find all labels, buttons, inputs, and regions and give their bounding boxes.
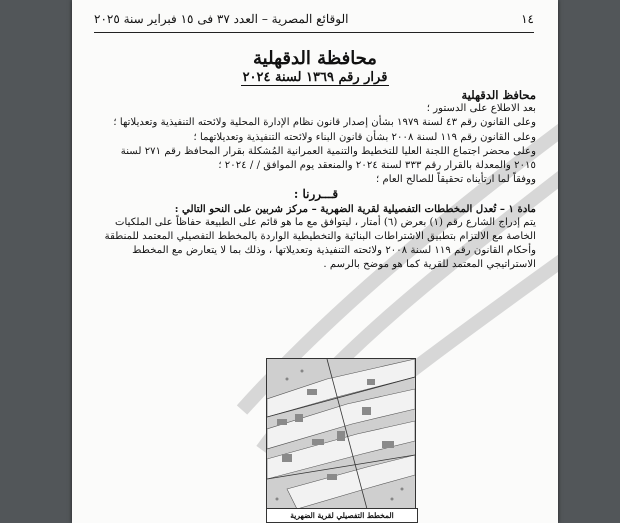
decree-title (72, 70, 558, 85)
paragraph: ووفقاً لما ارتأيناه تحقيقاً للصالح العام ؛ (375, 174, 536, 186)
article-1-detail: يتم إدراج الشارع رقم (١) بعرض (٦) أمتار ، ليتوافق مع ما هو قائم على الطبيعة حفاظاً على الملكيات الخاصة مع الالتزام بتطبيق الاشتراطات البنائية والتخطيطية الواردة بالمخطط التفصيلي المعتمد للمنطقة وأحكام القانون رقم ١١٩ لسنة ٢٠٠٨ ولائحته التنفيذية وتعديلاتها ، وذلك بما لا يتعارض مع المخطط الاستراتيجي المعتمد للقرية كما هو موضح بالرسم . (104, 216, 536, 271)
gazette-page (72, 0, 558, 523)
decree-number: قرار رقم ١٣٦٩ لسنة ٢٠٢٤ (242, 70, 388, 85)
detailed-plan-map-icon (266, 358, 416, 510)
decree-body (96, 88, 536, 273)
paragraph: بعد الاطلاع على الدستور ؛ (426, 103, 536, 115)
paragraph: وعلى محضر اجتماع اللجنة العليا للتخطيط والتنمية العمرانية المُشكلة بقرار المحافظ رقم ٢٧١ لسنة ٢٠١٥ والمعدلة بالقرار رقم ٣٣٣ لسنة ٢٠٢٤ والمنعقد يوم الموافق / / ٢٠٢٤ ؛ (120, 145, 536, 172)
paragraph: وعلى القانون رقم ١١٩ لسنة ٢٠٠٨ بشأن قانون البناء ولائحته التنفيذية وتعديلاتهما ؛ (193, 131, 536, 143)
page-number: ١٤ (521, 12, 534, 26)
publication-info: الوقائع المصرية – العدد ٣٧ فى ١٥ فبراير سنة ٢٠٢٥ (94, 12, 349, 26)
article-1: مادة ١ – تُعدل المخططات التفصيلية لقرية الضهرية – مركز شربين على النحو التالي : (174, 202, 536, 215)
page-header (94, 12, 534, 33)
map-caption: المخطط التفصيلي لقرية الضهرية (266, 508, 418, 523)
decree-heading: قـــررنا : (293, 187, 339, 202)
issuer-heading: محافظ الدقهلية (461, 88, 536, 102)
paragraph: وعلى القانون رقم ٤٣ لسنة ١٩٧٩ بشأن إصدار قانون نظام الإدارة المحلية ولائحته التنفيذية وتعديلاتها ؛ (113, 117, 536, 129)
governorate-title: محافظة الدقهلية (253, 48, 377, 69)
